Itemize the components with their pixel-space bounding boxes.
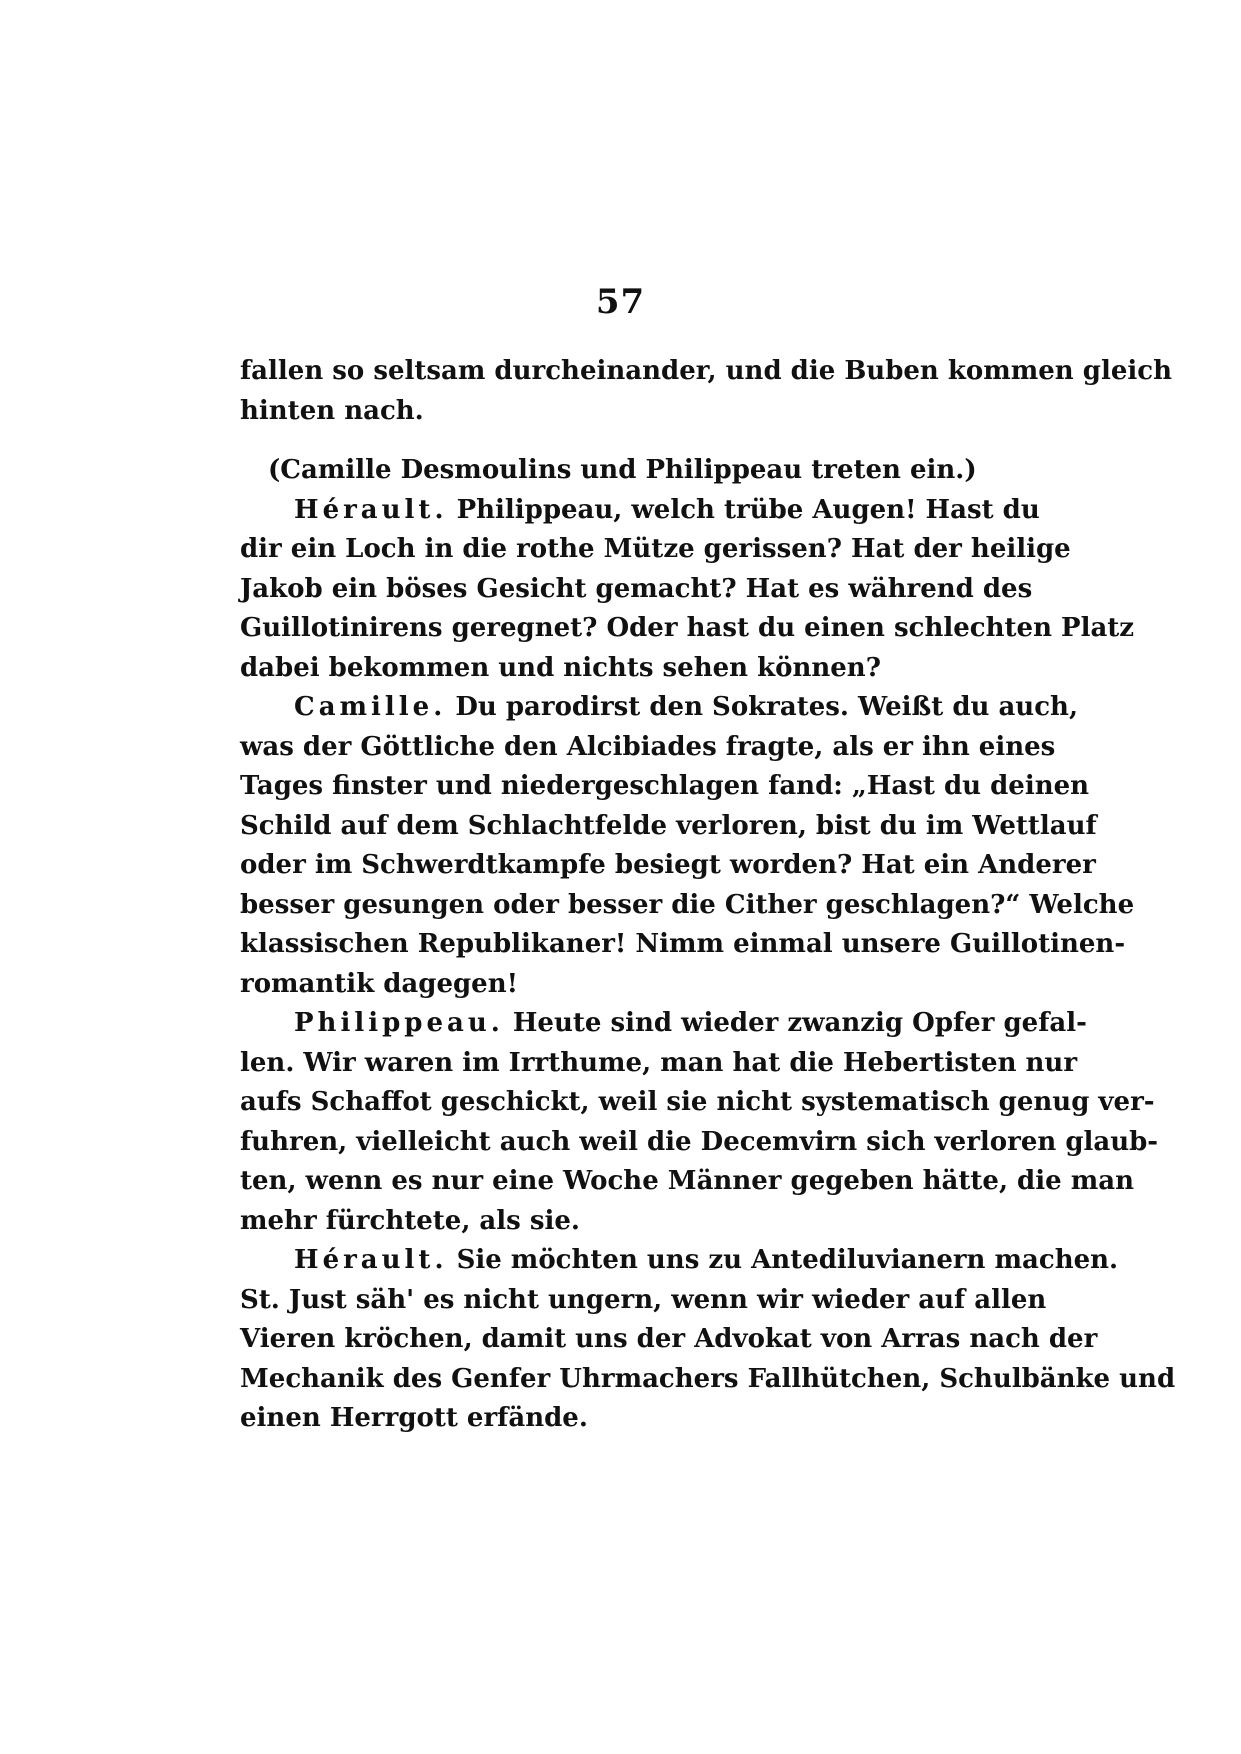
speaker-name: Hérault. bbox=[294, 1245, 448, 1275]
text-line: Tages finster und niedergeschlagen fand: „Hast du deinen bbox=[240, 771, 1090, 801]
stage-direction: (Camille Desmoulins und Philippeau treten ein.) bbox=[268, 455, 977, 485]
speaker-name: Hérault. bbox=[294, 494, 448, 525]
text-line: mehr fürchtete, als sie. bbox=[240, 1205, 580, 1236]
text-line: Schild auf dem Schlachtfelde verloren, bist du im Wettlauf bbox=[240, 810, 1097, 841]
text-line: Mechanik des Genfer Uhrmachers Fallhütchen, Schulbänke und bbox=[240, 1363, 1176, 1394]
speech-line bbox=[240, 1241, 1119, 1281]
text-line: ten, wenn es nur eine Woche Männer gegeben hätte, die man bbox=[240, 1166, 1134, 1196]
text-line: romantik dagegen! bbox=[240, 968, 519, 999]
speaker-name: Philippeau. bbox=[294, 1008, 504, 1038]
text-line: klassischen Republikaner! Nimm einmal unsere Guillotinen- bbox=[240, 929, 1126, 959]
page-number: 57 bbox=[595, 282, 646, 322]
text-line: Jakob ein böses Gesicht gemacht? Hat es während des bbox=[240, 573, 1033, 604]
speech-text: Heute sind wieder zwanzig Opfer gefal- bbox=[512, 1008, 1087, 1038]
speech-text: Sie möchten uns zu Antediluvianern machen. bbox=[456, 1245, 1119, 1275]
speech-text: Du parodirst den Sokrates. Weißt du auch, bbox=[455, 692, 1078, 722]
text-line: St. Just säh' es nicht ungern, wenn wir wieder auf allen bbox=[240, 1284, 1047, 1315]
text-line: dabei bekommen und nichts sehen können? bbox=[240, 652, 881, 683]
text-line: aufs Schaffot geschickt, weil sie nicht systematisch genug ver- bbox=[240, 1087, 1155, 1117]
text-line: fuhren, vielleicht auch weil die Decemvirn sich verloren glaub- bbox=[240, 1126, 1159, 1157]
speech-line bbox=[240, 688, 1078, 728]
body-text bbox=[240, 352, 1176, 1439]
speech-text: Philippeau, welch trübe Augen! Hast du bbox=[456, 494, 1040, 525]
text-line: hinten nach. bbox=[240, 395, 424, 426]
text-line: einen Herrgott erfände. bbox=[240, 1403, 588, 1433]
text-line: Guillotinirens geregnet? Oder hast du einen schlechten Platz bbox=[240, 613, 1135, 643]
text-line: was der Göttliche den Alcibiades fragte, als er ihn eines bbox=[240, 731, 1056, 762]
text-line: dir ein Loch in die rothe Mütze gerissen? Hat der heilige bbox=[240, 534, 1071, 564]
text-line: besser gesungen oder besser die Cither geschlagen?“ Welche bbox=[240, 889, 1135, 920]
speech-line bbox=[240, 491, 1040, 531]
text-line: len. Wir waren im Irrthume, man hat die Hebertisten nur bbox=[240, 1047, 1078, 1078]
speaker-name: Camille. bbox=[294, 692, 447, 722]
text-line: Vieren kröchen, damit uns der Advokat von Arras nach der bbox=[240, 1324, 1098, 1354]
speech-line bbox=[240, 1004, 1087, 1044]
text-line: oder im Schwerdtkampfe besiegt worden? Hat ein Anderer bbox=[240, 850, 1096, 880]
text-line: fallen so seltsam durcheinander, und die Buben kommen gleich bbox=[240, 356, 1172, 386]
